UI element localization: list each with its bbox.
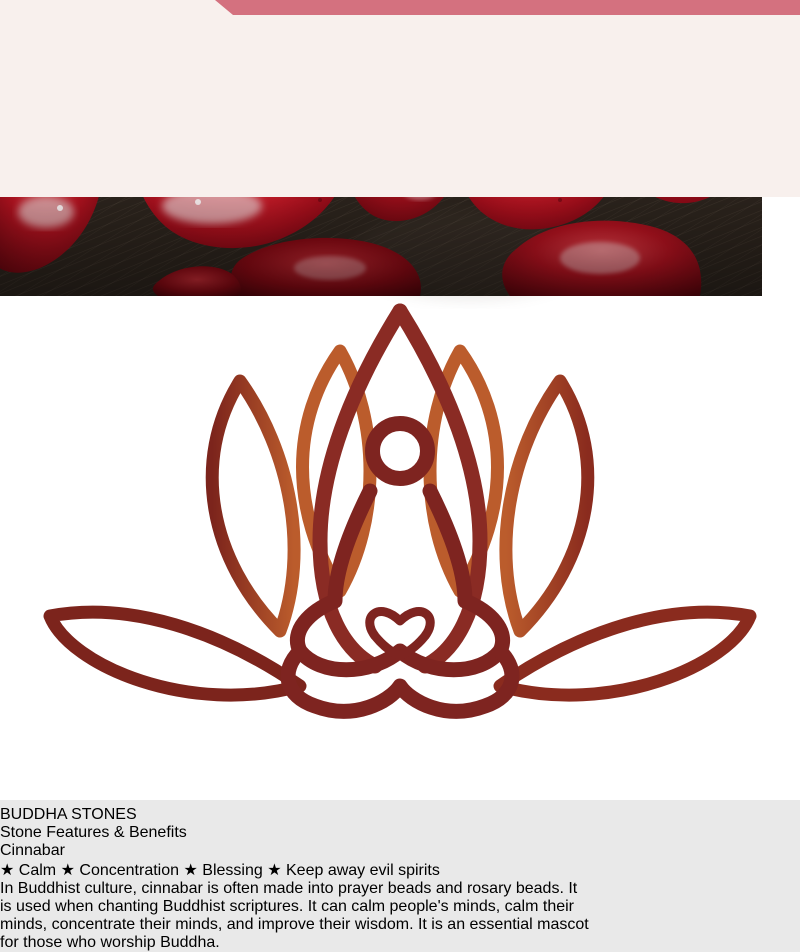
feature-item bbox=[61, 862, 184, 879]
feature-label: Blessing bbox=[202, 862, 263, 879]
frame-top-band bbox=[215, 0, 800, 15]
description-line: for those who worship Buddha. bbox=[0, 934, 220, 951]
feature-item bbox=[0, 862, 61, 879]
lotus-meditation-logo-icon bbox=[0, 301, 800, 801]
description bbox=[0, 880, 800, 952]
description-line: In Buddhist culture, cinnabar is often made into prayer beads and rosary beads. It bbox=[0, 880, 578, 897]
feature-item bbox=[267, 862, 440, 879]
feature-label: Keep away evil spirits bbox=[286, 862, 440, 879]
features-row bbox=[0, 860, 800, 880]
title-banner bbox=[0, 824, 800, 842]
feature-label: Calm bbox=[18, 862, 57, 879]
brand-name: BUDDHA STONES bbox=[0, 806, 137, 823]
stone-name-label: Cinnabar bbox=[0, 842, 65, 859]
star-icon: ★ bbox=[183, 862, 198, 879]
description-line: is used when chanting Buddhist scriptures. It can calm people's minds, calm their bbox=[0, 898, 574, 915]
star-icon: ★ bbox=[60, 862, 75, 879]
header-background bbox=[0, 0, 800, 197]
feature-item bbox=[183, 862, 267, 879]
star-icon: ★ bbox=[0, 862, 15, 879]
feature-label: Concentration bbox=[79, 862, 180, 879]
description-line: minds, concentrate their minds, and improve their wisdom. It is an essential mascot bbox=[0, 916, 589, 933]
star-icon: ★ bbox=[267, 862, 282, 879]
frame-right-ribbon bbox=[780, 15, 800, 600]
stone-name-banner bbox=[0, 842, 800, 860]
page-title: Stone Features & Benefits bbox=[0, 824, 187, 841]
